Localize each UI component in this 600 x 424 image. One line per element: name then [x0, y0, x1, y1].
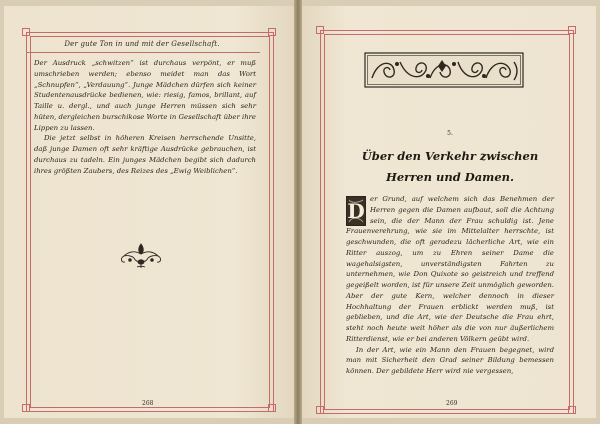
frame-corner: [22, 28, 30, 36]
paragraph: Die jetzt selbst in höheren Kreisen herrschende Unsitte, daß junge Damen oft sehr kräftige Ausdrücke gebrauchen, ist durchaus zu tadeln. Ein junges Mädchen begibt sich dadurch ihres größten Zaubers, des Reizes des „Ewig Weiblichen“.: [34, 134, 256, 175]
floral-vignette-icon: [118, 240, 164, 270]
ornamental-headpiece-icon: [364, 52, 524, 88]
frame-corner: [316, 406, 324, 414]
running-head-rule: [26, 52, 260, 53]
frame-corner: [268, 28, 276, 36]
running-head: Der gute Ton in und mit der Gesellschaft.: [64, 40, 220, 48]
chapter-number: 5.: [447, 130, 453, 137]
frame-corner: [568, 26, 576, 34]
chapter-title: Über den Verkehr zwischen Herren und Damen.: [361, 149, 539, 184]
paragraph: In der Art, wie ein Mann den Frauen begegnet, wird man mit Sicherheit den Grad seiner Bildung bemessen können. Der gebildete Herr wird nie vergessen,: [346, 345, 554, 375]
right-page-body: [346, 194, 554, 377]
left-page-body: [34, 58, 256, 176]
book-gutter: [294, 0, 302, 424]
paragraph: [346, 194, 554, 345]
frame-corner: [316, 26, 324, 34]
frame-corner: [268, 404, 276, 412]
paragraph: Der Ausdruck „schwitzen“ ist durchaus verpönt, er muß umschrieben werden; ebenso meidet man das Wort „Schnupfen“, „Verdauung“. Junge Mädchen dürfen sich keiner Studentenausdrücke bedienen, wie: riesig, famos, brillant, auf Taille u. dergl., und auch junge Herren müssen sich sehr hüten, dergleichen burschikose Worte in Gesellschaft über ihre Lippen zu lassen.: [34, 59, 256, 132]
page-number: 268: [142, 400, 154, 407]
paragraph-text: er Grund, auf welchem sich das Benehmen der Herren gegen die Damen aufbaut, soll die Achtung sein, die der Mann der Frau schuldig ist. Jene Frauenverehrung, wie sie im Mittelalter herrschte, ist geschwunden, die oft geradezu lächerliche Art, wie ein Ritter auszog, um zu Ehren seiner Dame die wagehalsigsten, unverständigsten Fahrten zu unternehmen, wie Don Quixote so geistreich und treffend gegeißelt worden, ist für unsere Zeit unmöglich geworden. Aber der gute Kern, welcher dennoch in dieser Hochhaltung der Frauen erblickt werden muß, ist geblieben, und die Art, wie der Deutsche die Frau ehrt, steht noch heute weit höher als die von nur äußerlichem Ritterdienst, wie er bei anderen Völkern geübt wird.: [346, 195, 554, 343]
drop-cap-letter: D: [347, 199, 365, 223]
page-number: 269: [446, 400, 458, 407]
frame-corner: [22, 404, 30, 412]
illuminated-initial-icon: [346, 196, 366, 226]
frame-corner: [568, 406, 576, 414]
